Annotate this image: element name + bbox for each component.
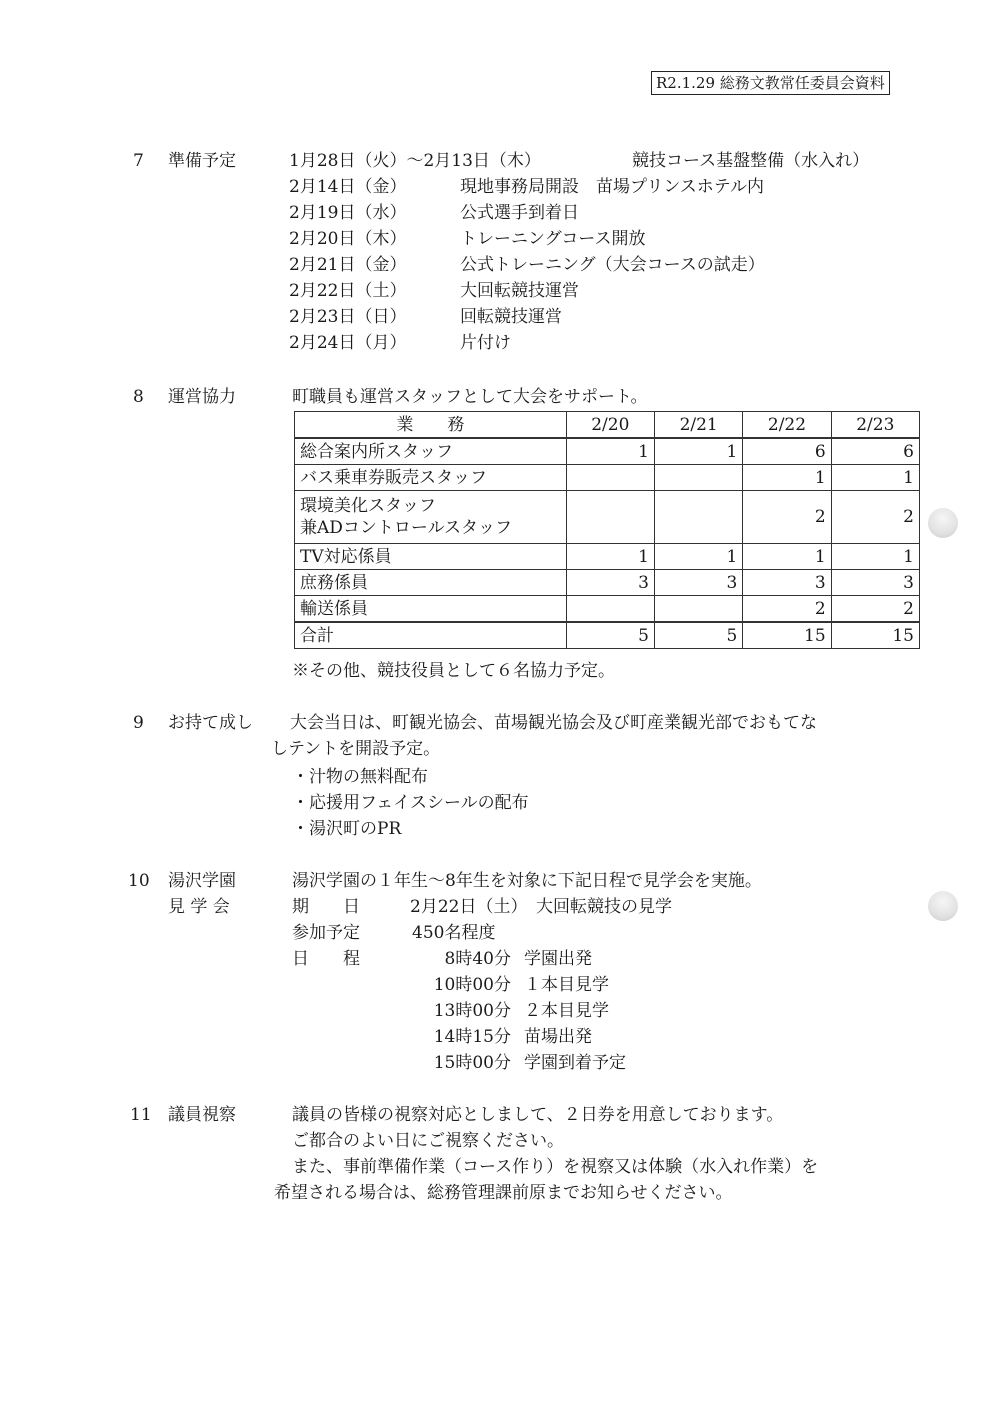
schedule-date: 2月14日（金）	[289, 177, 407, 197]
value-cell: 1	[566, 544, 654, 570]
value-cell: 3	[655, 570, 743, 596]
column-header: 2/23	[831, 412, 919, 439]
schedule-time: 14時15分	[433, 1027, 511, 1047]
value-cell: 1	[655, 438, 743, 465]
schedule-time: 8時40分	[444, 949, 511, 969]
punch-hole	[928, 508, 958, 538]
column-header: 2/20	[566, 412, 654, 439]
body-line: 大会当日は、町観光協会、苗場観光協会及び町産業観光部でおもてな	[290, 713, 817, 733]
task-cell: バス乗車券販売スタッフ	[295, 465, 567, 491]
field-label: 日 程	[292, 949, 360, 969]
schedule-desc: 片付け	[460, 333, 511, 353]
value-cell: 2	[743, 596, 831, 623]
schedule-event: １本目見学	[524, 975, 609, 995]
value-cell: 6	[743, 438, 831, 465]
schedule-desc: 競技コース基盤整備（水入れ）	[632, 151, 870, 171]
value-cell: 2	[831, 596, 919, 623]
schedule-time: 10時00分	[433, 975, 511, 995]
section-title: 運営協力	[168, 387, 236, 407]
punch-hole	[928, 891, 958, 921]
table-row	[295, 596, 920, 623]
body-line: 議員の皆様の視察対応としまして、２日券を用意しております。	[292, 1105, 784, 1125]
task-cell	[295, 491, 567, 544]
body-line: また、事前準備作業（コース作り）を視察又は体験（水入れ作業）を	[292, 1157, 819, 1177]
schedule-event: 学園到着予定	[524, 1053, 626, 1073]
value-cell	[655, 465, 743, 491]
table-row	[295, 570, 920, 596]
schedule-date: 2月23日（日）	[289, 307, 407, 327]
value-cell: 1	[655, 544, 743, 570]
value-cell	[655, 491, 743, 544]
value-cell: 1	[743, 544, 831, 570]
value-cell: 2	[743, 491, 831, 544]
schedule-event: 苗場出発	[524, 1027, 592, 1047]
value-cell: 2	[831, 491, 919, 544]
schedule-desc: 現地事務局開設 苗場プリンスホテル内	[460, 177, 764, 197]
field-label: 期 日	[292, 897, 360, 917]
section-title: 議員視察	[168, 1105, 236, 1125]
bullet-item: ・応援用フェイスシールの配布	[292, 793, 529, 813]
schedule-date: 2月24日（月）	[289, 333, 407, 353]
value-cell: 1	[743, 465, 831, 491]
column-header: 業 務	[295, 412, 567, 439]
staff-table	[294, 411, 920, 649]
field-value: 450名程度	[412, 923, 496, 943]
value-cell: 3	[831, 570, 919, 596]
section-title: 準備予定	[168, 151, 236, 171]
section-intro: 町職員も運営スタッフとして大会をサポート。	[292, 387, 648, 407]
section-number: 7	[133, 151, 144, 171]
body-line: しテントを開設予定。	[271, 739, 441, 759]
task-line: 環境美化スタッフ	[300, 496, 436, 516]
body-line: 希望される場合は、総務管理課前原までお知らせください。	[274, 1183, 733, 1203]
total-cell: 15	[743, 622, 831, 649]
value-cell: 6	[831, 438, 919, 465]
schedule-time: 13時00分	[433, 1001, 511, 1021]
body-line: ご都合のよい日にご視察ください。	[292, 1131, 564, 1151]
schedule-desc: 公式トレーニング（大会コースの試走）	[460, 255, 765, 275]
column-header: 2/21	[655, 412, 743, 439]
section-title: お持て成し	[168, 713, 253, 733]
value-cell	[566, 491, 654, 544]
schedule-desc: 大回転競技運営	[460, 281, 579, 301]
schedule-desc: トレーニングコース開放	[460, 229, 646, 249]
schedule-event: ２本目見学	[524, 1001, 609, 1021]
value-cell: 1	[566, 438, 654, 465]
value-cell	[655, 596, 743, 623]
value-cell: 3	[566, 570, 654, 596]
task-cell: 総合案内所スタッフ	[295, 438, 567, 465]
section-number: 11	[130, 1105, 152, 1125]
section-number: 10	[128, 871, 150, 891]
schedule-date: 2月21日（金）	[289, 255, 407, 275]
section-title: 湯沢学園	[168, 871, 236, 891]
document-label: R2.1.29 総務文教常任委員会資料	[651, 71, 890, 95]
schedule-desc: 回転競技運営	[460, 307, 562, 327]
table-note: ※その他、競技役員として６名協力予定。	[292, 661, 615, 681]
section-number: 8	[133, 387, 144, 407]
bullet-item: ・湯沢町のPR	[292, 819, 402, 839]
bullet-item: ・汁物の無料配布	[292, 767, 428, 787]
total-cell: 5	[566, 622, 654, 649]
task-cell: TV対応係員	[295, 544, 567, 570]
value-cell: 1	[831, 544, 919, 570]
schedule-desc: 公式選手到着日	[460, 203, 579, 223]
section-title: 見 学 会	[168, 897, 230, 917]
table-row	[295, 438, 920, 465]
schedule-time: 15時00分	[433, 1053, 511, 1073]
schedule-date: 2月19日（水）	[289, 203, 407, 223]
field-value: 2月22日（土） 大回転競技の見学	[410, 897, 672, 917]
table-row	[295, 491, 920, 544]
column-header: 2/22	[743, 412, 831, 439]
total-cell: 15	[831, 622, 919, 649]
section-intro: 湯沢学園の１年生～8年生を対象に下記日程で見学会を実施。	[292, 871, 762, 891]
table-row	[295, 465, 920, 491]
task-cell: 合計	[295, 622, 567, 649]
table-row	[295, 544, 920, 570]
table-total-row	[295, 622, 920, 649]
value-cell	[566, 465, 654, 491]
task-cell: 庶務係員	[295, 570, 567, 596]
schedule-date: 2月22日（土）	[289, 281, 407, 301]
value-cell: 3	[743, 570, 831, 596]
schedule-date: 2月20日（木）	[289, 229, 407, 249]
task-cell: 輸送係員	[295, 596, 567, 623]
schedule-date: 1月28日（火）～2月13日（木）	[289, 151, 541, 171]
section-number: 9	[133, 713, 144, 733]
total-cell: 5	[655, 622, 743, 649]
value-cell: 1	[831, 465, 919, 491]
field-label: 参加予定	[292, 923, 360, 943]
schedule-event: 学園出発	[524, 949, 592, 969]
value-cell	[566, 596, 654, 623]
table-header-row	[295, 412, 920, 439]
task-line: 兼ADコントロールスタッフ	[300, 518, 513, 538]
